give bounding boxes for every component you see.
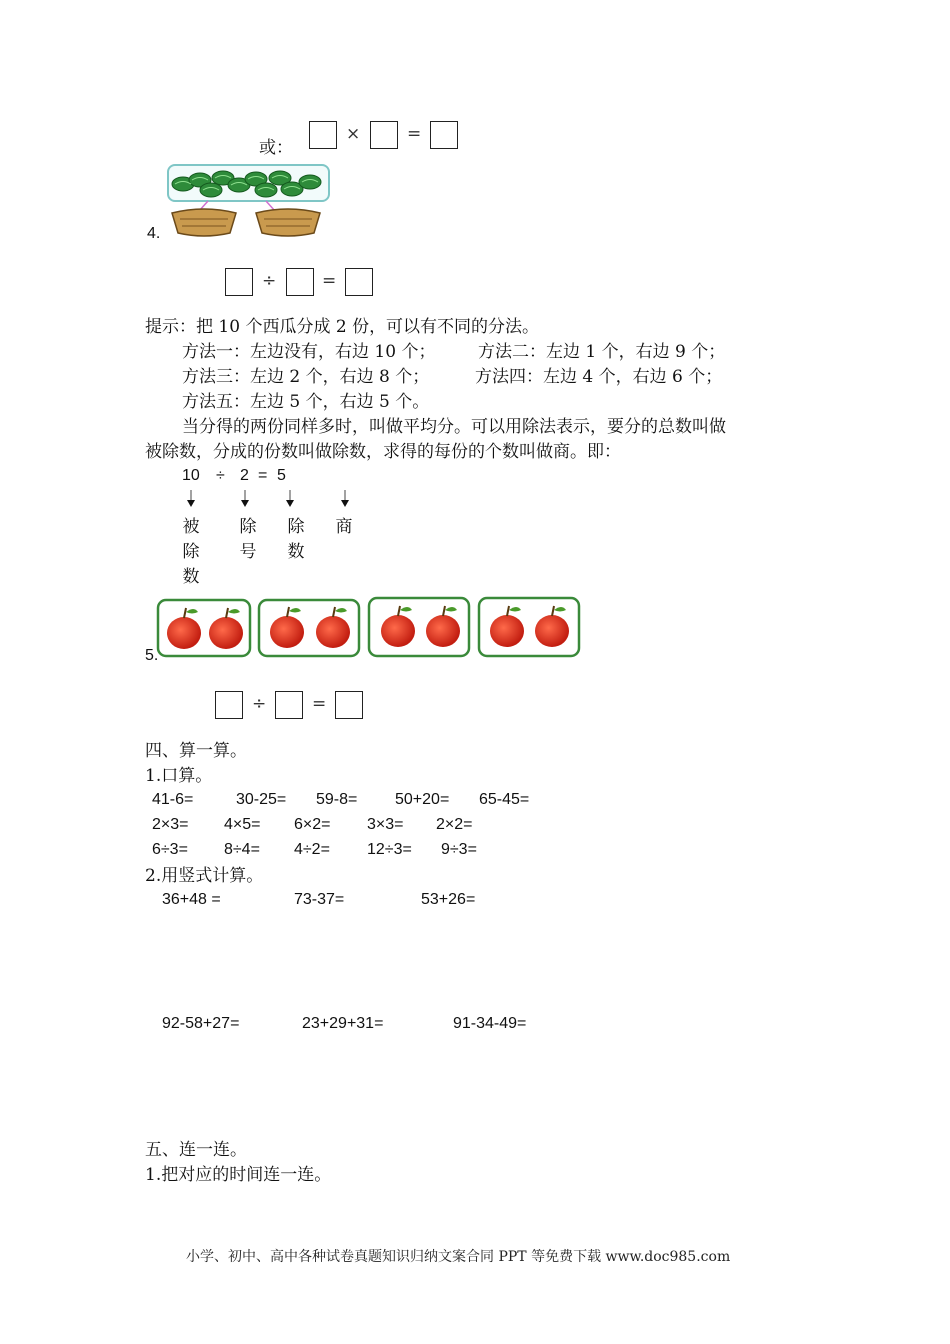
label-divide-sign: 除号 xyxy=(239,517,257,562)
apples-picture xyxy=(156,596,582,660)
apple-icon xyxy=(270,607,304,648)
vertical-problem: 73-37= xyxy=(294,891,345,908)
method-5: 方法五：左边 5 个，右边 5 个。 xyxy=(182,392,430,412)
watermelon-picture xyxy=(166,163,331,240)
label-dividend: 被除数 xyxy=(182,517,200,587)
quotient: 5 xyxy=(277,467,286,484)
vertical-problem: 53+26= xyxy=(421,891,476,908)
alternative-label: 或： xyxy=(259,138,293,158)
oral-problem: 2×2= xyxy=(436,816,473,833)
oral-problem: 30-25= xyxy=(236,791,287,808)
vertical-problem: 23+29+31= xyxy=(302,1015,384,1032)
oral-problem: 2×3= xyxy=(152,816,189,833)
subsection-title: 1.口算。 xyxy=(145,766,213,786)
answer-box[interactable] xyxy=(215,691,243,719)
times-sign: × xyxy=(346,124,361,144)
oral-problem: 12÷3= xyxy=(367,841,412,858)
hint-paragraph-line2: 被除数，分成的份数叫做除数，求得的每份的个数叫做商。即： xyxy=(145,442,621,462)
equals-sign: = xyxy=(407,124,422,144)
question-number: 5. xyxy=(145,647,159,664)
answer-box[interactable] xyxy=(309,121,337,149)
apple-icon xyxy=(490,606,524,647)
vertical-problem: 92-58+27= xyxy=(162,1015,240,1032)
answer-box[interactable] xyxy=(275,691,303,719)
equals-sign: = xyxy=(312,694,327,714)
label-divisor: 除数 xyxy=(287,517,305,562)
basket-icon xyxy=(256,209,320,236)
equals-sign: = xyxy=(258,467,268,484)
subsection-title: 1.把对应的时间连一连。 xyxy=(145,1165,332,1185)
oral-problem: 4÷2= xyxy=(294,841,330,858)
apple-icon xyxy=(167,608,201,649)
answer-box[interactable] xyxy=(430,121,458,149)
apple-icon xyxy=(316,607,350,648)
apple-icon xyxy=(209,608,243,649)
label-quotient: 商 xyxy=(335,517,353,537)
dividend: 10 xyxy=(182,467,200,484)
page-footer: 小学、初中、高中各种试卷真题知识归纳文案合同 PPT 等免费下载 www.doc985.com xyxy=(186,1249,731,1265)
vertical-problem: 36+48 = xyxy=(162,891,221,908)
oral-problem: 59-8= xyxy=(316,791,358,808)
oral-problem: 65-45= xyxy=(479,791,530,808)
oral-problem: 3×3= xyxy=(367,816,404,833)
divide-sign: ÷ xyxy=(252,694,267,714)
method-2: 方法二：左边 1 个，右边 9 个； xyxy=(478,342,726,362)
arrow-down-icon xyxy=(340,490,350,508)
section-title: 四、算一算。 xyxy=(145,741,247,761)
answer-box[interactable] xyxy=(345,268,373,296)
divisor: 2 xyxy=(240,467,249,484)
arrow-down-icon xyxy=(285,490,295,508)
arrow-down-icon xyxy=(186,490,196,508)
divide-sign: ÷ xyxy=(216,467,225,484)
divide-sign: ÷ xyxy=(262,271,277,291)
equals-sign: = xyxy=(322,271,337,291)
subsection-title: 2.用竖式计算。 xyxy=(145,866,264,886)
answer-box[interactable] xyxy=(370,121,398,149)
answer-box[interactable] xyxy=(335,691,363,719)
method-3: 方法三：左边 2 个，右边 8 个； xyxy=(182,367,430,387)
oral-problem: 8÷4= xyxy=(224,841,260,858)
method-4: 方法四：左边 4 个，右边 6 个； xyxy=(475,367,723,387)
oral-problem: 6÷3= xyxy=(152,841,188,858)
oral-problem: 41-6= xyxy=(152,791,194,808)
answer-box[interactable] xyxy=(225,268,253,296)
vertical-problem: 91-34-49= xyxy=(453,1015,527,1032)
hint-paragraph-line1: 当分得的两份同样多时，叫做平均分。可以用除法表示，要分的总数叫做 xyxy=(182,417,726,437)
section-title: 五、连一连。 xyxy=(145,1140,247,1160)
oral-problem: 9÷3= xyxy=(441,841,477,858)
basket-icon xyxy=(172,209,236,236)
oral-problem: 50+20= xyxy=(395,791,450,808)
answer-box[interactable] xyxy=(286,268,314,296)
oral-problem: 6×2= xyxy=(294,816,331,833)
question-number: 4. xyxy=(147,225,161,242)
hint-intro: 提示：把 10 个西瓜分成 2 份，可以有不同的分法。 xyxy=(145,317,540,337)
apple-icon xyxy=(426,606,460,647)
method-1: 方法一：左边没有，右边 10 个； xyxy=(182,342,436,362)
apple-icon xyxy=(535,606,569,647)
oral-problem: 4×5= xyxy=(224,816,261,833)
arrow-down-icon xyxy=(240,490,250,508)
apple-icon xyxy=(381,606,415,647)
